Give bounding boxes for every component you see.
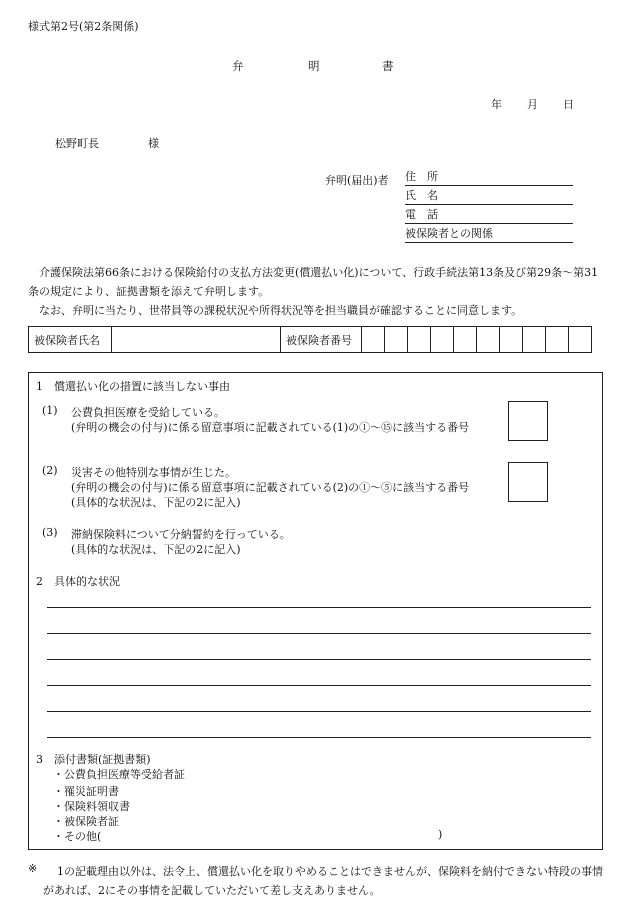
- writing-line[interactable]: [47, 685, 591, 686]
- insured-number-box[interactable]: [362, 327, 385, 353]
- date-year: 年: [491, 98, 502, 111]
- attachment-other-close: ): [438, 828, 443, 841]
- declarant-label: 弁明(届出)者: [325, 174, 389, 187]
- insured-number-box[interactable]: [546, 327, 569, 353]
- attachment-item: ・公費負担医療等受給者証: [53, 768, 185, 781]
- date-day: 日: [563, 98, 574, 111]
- relationship-field[interactable]: [405, 227, 573, 243]
- form-number: 様式第2号(第2条関係): [28, 20, 139, 33]
- title-char: 弁: [232, 59, 245, 73]
- insured-name-label: 被保険者氏名: [29, 327, 112, 353]
- addressee-name: 松野町長: [55, 137, 99, 150]
- insured-number-box[interactable]: [408, 327, 431, 353]
- item2-line: (具体的な状況は、下記の2に記入): [71, 496, 241, 509]
- attachment-item: ・被保険者証: [53, 815, 119, 828]
- item1-line: 公費負担医療を受給している。: [71, 406, 225, 419]
- writing-line[interactable]: [47, 659, 591, 660]
- attachment-item: ・罹災証明書: [53, 785, 119, 798]
- name-field[interactable]: [405, 189, 573, 205]
- item1-number: (1): [42, 404, 58, 417]
- insured-number-box[interactable]: [500, 327, 523, 353]
- address-label: 住 所: [405, 170, 438, 183]
- phone-field[interactable]: [405, 208, 573, 224]
- item3-line: 滞納保険料について分納誓約を行っている。: [71, 528, 291, 541]
- item2-line: 災害その他特別な事情が生じた。: [71, 466, 236, 479]
- date-month: 月: [527, 98, 538, 111]
- body-paragraph-1: 介護保険法第66条における保険給付の支払方法変更(償還払い化)について、行政手続法第13条及び第29条〜第31条の規定により、証拠書類を添えて弁明します。: [28, 266, 599, 298]
- writing-line[interactable]: [47, 711, 591, 712]
- writing-line[interactable]: [47, 737, 591, 738]
- item3-number: (3): [42, 526, 58, 539]
- insured-table: [28, 326, 592, 353]
- insured-number-label: 被保険者番号: [281, 327, 362, 353]
- section2-heading: 2 具体的な状況: [36, 575, 120, 588]
- footnote-text: 1の記載理由以外は、法令上、償還払い化を取りやめることはできませんが、保険料を納付できない特段の事情があれば、2にその事情を記載していただいて差し支えありません。: [43, 865, 603, 897]
- name-label: 氏 名: [405, 189, 438, 202]
- item3-line: (具体的な状況は、下記の2に記入): [71, 543, 241, 556]
- insured-number-box[interactable]: [454, 327, 477, 353]
- phone-label: 電 話: [405, 208, 438, 221]
- relationship-label: 被保険者との関係: [405, 227, 493, 240]
- title-char: 明: [308, 59, 321, 73]
- insured-number-box[interactable]: [385, 327, 408, 353]
- item1-line: (弁明の機会の付与)に係る留意事項に記載されている(1)の①〜⑮に該当する番号: [71, 421, 470, 434]
- section3-heading: 3 添付書類(証拠書類): [36, 753, 151, 766]
- section1-heading: 1 償還払い化の措置に該当しない事由: [36, 380, 230, 393]
- insured-number-box[interactable]: [569, 327, 592, 353]
- reason-section-box: [28, 372, 603, 850]
- insured-number-box[interactable]: [523, 327, 546, 353]
- addressee-honorific: 様: [148, 137, 159, 150]
- item1-number-box[interactable]: [508, 401, 548, 441]
- insured-number-box[interactable]: [431, 327, 454, 353]
- insured-name-input[interactable]: [112, 327, 281, 353]
- writing-line[interactable]: [47, 633, 591, 634]
- attachment-item: ・保険料領収書: [53, 800, 130, 813]
- note-mark: ※: [28, 862, 38, 875]
- item2-number-box[interactable]: [508, 462, 548, 502]
- address-field[interactable]: [405, 170, 573, 186]
- body-paragraph-2: なお、弁明に当たり、世帯員等の課税状況や所得状況等を担当職員が確認することに同意します。: [39, 304, 523, 317]
- insured-number-box[interactable]: [477, 327, 500, 353]
- item2-number: (2): [42, 464, 58, 477]
- item2-line: (弁明の機会の付与)に係る留意事項に記載されている(2)の①〜⑤に該当する番号: [71, 481, 470, 494]
- attachment-other-open: ・その他(: [53, 830, 102, 843]
- writing-line[interactable]: [47, 607, 591, 608]
- title-char: 書: [382, 59, 395, 73]
